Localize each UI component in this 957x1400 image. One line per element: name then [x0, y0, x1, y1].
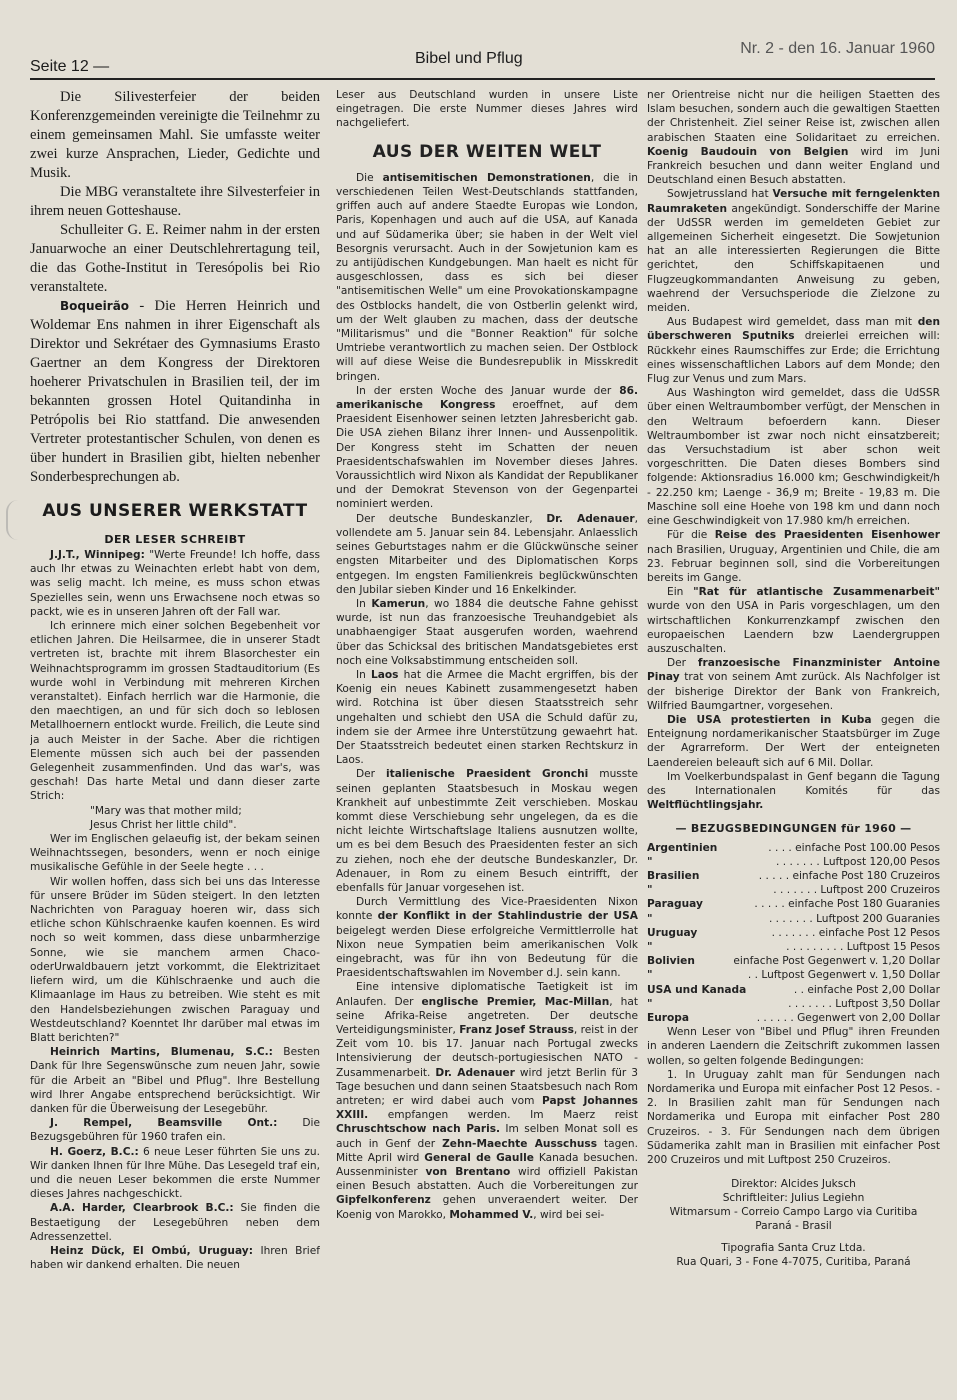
- text: Sowjetrussland hat: [667, 188, 773, 201]
- text: Der deutsche Bundeskanzler,: [356, 512, 547, 525]
- address-line: Witmarsum - Correio Campo Largo via Curitiba: [669, 1206, 918, 1219]
- text: eroeffnet, auf dem Praesident Eisenhower seinen letzten Jahresbericht gab. Die USA ziehen Bilanz ihrer Innen- und Aussenpolitik. Der Kongress steht im Schatten der neuen Praesidentschafswahlen im November dieses Jahres. Voraussichtlich wird Nixon als Kandidat der Republikaner und der Demokrat Stevenson von der Gegenpartei nominiert werden.: [336, 399, 638, 511]
- text: , hat seine Afrika-Reise angetreten. Der deutsche Verteidigungsminister,: [336, 995, 638, 1036]
- letter-text: Ihren Brief haben wir dankend erhalten. Die neuen: [30, 1244, 320, 1272]
- publication-title: Bibel und Pflug: [415, 50, 523, 67]
- news-item: [336, 512, 638, 597]
- section-heading: AUS UNSERER WERKSTATT: [42, 501, 308, 521]
- text: wird jetzt Berlin für 3 Tage besuchen und dann seinen Staatsbesuch nach Rom antreten; er wird dabei auch vom: [336, 1066, 638, 1108]
- column-2: [336, 88, 638, 1388]
- text: gegen die Enteignung nordamerikanischer Staatsbürger im Zuge der Agrarreform. Der Wert der enteigneten Laendereien beleauft sich auf 6 Mil. Dollar.: [647, 713, 940, 769]
- price: . . . . . . . Luftpost 200 Guaranies: [768, 912, 940, 925]
- keyword: General de Gaulle: [424, 1151, 534, 1164]
- subscription-row: [647, 869, 940, 883]
- text: In: [356, 668, 371, 681]
- country: Bolivien: [647, 955, 695, 968]
- place-label: Boqueirão: [60, 299, 130, 313]
- country: Uruguay: [647, 926, 698, 939]
- country: Argentinien: [647, 841, 718, 854]
- printer-line: Tipografia Santa Cruz Ltda.: [721, 1242, 866, 1255]
- keyword: der Konflikt in der Stahlindustrie der USA: [377, 910, 638, 923]
- keyword: Kamerun: [371, 597, 426, 610]
- editor-line: Schriftleiter: Julius Legiehn: [722, 1192, 865, 1205]
- letter-text: Besten Dank für Ihre Segenswünsche zum neuen Jahr, sowie für die Arbeit an "Bibel und Pflug". Ihre Bestellung wird Ihrer Angabe entsprechend berücksichtigt. Wir danken für die Überweisung der Lesegebühr.: [30, 1046, 320, 1115]
- column-3: [647, 88, 940, 1388]
- text: empfangen werden. Im Maerz reist: [368, 1109, 638, 1122]
- price: einfache Post Gegenwert v. 1,20 Dollar: [733, 955, 940, 968]
- news-item: [647, 585, 940, 656]
- letter-author: Heinz Dück, El Ombú, Uruguay:: [50, 1244, 253, 1257]
- text: Kanada besuchen. Aussenminister: [336, 1151, 638, 1179]
- quote-line: Jesus Christ her little child".: [90, 818, 237, 831]
- news-item: [647, 528, 940, 585]
- text: , die in verschiedenen Teilen West-Deutschlands stattfanden, griffen auch auf andere Staedte Europas wie London, Paris, Kopenhagen und auch auf die USA, auf Kanada und auf Südamerika über; sie haben in der Welt viel Besorgnis verursacht. Auch in der Sowjetunion kam es zu antijüdischen Kundgebungen. Man haelt es nicht für ausgeschlossen, dass es sich bei dieser "antisemitischen Welle" um eine Provokationskampagne des Ostblocks handelt, die von Ostberlin gelenkt wird, um der Welt glauben zu machen, dass der deutsche "Militarismus" und die "Bonner Reaktion" für solche Umtriebe verantwortlich zu machen seien. Der Ostblock will auf diese Weise die Bundesrepublik in Misskredit bringen.: [336, 171, 638, 383]
- price: . . . . . . . Luftpost 3,50 Dollar: [788, 997, 940, 1010]
- price: . . . . . . . Luftpost 200 Cruzeiros: [773, 884, 940, 897]
- keyword: Die USA protestierten in Kuba: [667, 713, 872, 726]
- subscription-row: [647, 954, 940, 968]
- news-item: [647, 315, 940, 386]
- director-line: Direktor: Alcides Juksch: [731, 1178, 856, 1191]
- country: Brasilien: [647, 869, 700, 882]
- news-item: [647, 187, 940, 315]
- keyword: italienische Praesident Gronchi: [386, 768, 589, 781]
- world-news-continued: [647, 88, 940, 1269]
- local-news: [30, 88, 320, 487]
- country: ": [647, 884, 653, 897]
- text: Der: [667, 657, 698, 670]
- keyword: Mohammed V.: [449, 1208, 534, 1221]
- price: . . . . . . . einfache Post 12 Pesos: [771, 926, 940, 939]
- letter: [30, 548, 320, 619]
- country: ": [647, 969, 653, 982]
- keyword: Gipfelkonferenz: [336, 1194, 431, 1207]
- keyword: Laos: [371, 668, 399, 681]
- subscription-row: [647, 841, 940, 855]
- page-header: [30, 40, 935, 80]
- quote-line: "Mary was that mother mild;: [90, 804, 242, 817]
- subscription-row: [647, 897, 940, 911]
- subscription-row: [647, 1011, 940, 1025]
- paragraph-text: - Die Herren Heinrich und Woldemar Ens nahmen in ihrer Eigenschaft als Direktor und Sekrétaer des Gymnasiums Erasto Gaertner an dem Kongress der Direktoren hoeherer Privatschulen in Brasilien teil, der im bekannten grossen Hotel Quitandinha in Petrópolis bei Rio stattfand. Die anwesenden Vertreter protestantischer Schulen, von denen es über hundert in Brasilien gibt, hielten nebenher Sonderbesprechungen ab.: [30, 298, 320, 485]
- section-heading: AUS DER WEITEN WELT: [372, 141, 602, 162]
- paragraph: Ich erinnere mich einer solchen Begebenheit vor etlichen Jahren. Die Heilsarmee, die in unserer Stadt vertreten ist, brachte mit ihrem Blasorchester ein Weihnachtsprogramm im grossen Stadtauditorium (Es wurde wohl in Verbindung mit mehreren Kirchen veranstaltet). Einfach herrlich war die Harmonie, die den maechtigen, an und für sich doch so leblosen Metallhoernern entlockt wurde. Freilich, die Leute sind ja auch Meister in der Sache. Aber die richtigen Elemente müssen sich auch bei der passenden Gelegenheit zusammenfinden. Und das war's, was geschah! Das harte Metal und dann dieser zarte Strich:: [30, 620, 320, 803]
- subscription-table: [647, 841, 940, 1026]
- keyword: Koenig Baudouin von Belgien: [647, 145, 849, 158]
- letter: [30, 1201, 320, 1244]
- text: Der: [356, 768, 387, 781]
- price: . . . . . einfache Post 180 Guaranies: [754, 898, 940, 911]
- issue-date: Nr. 2 - den 16. Januar 1960: [740, 40, 935, 57]
- text: Die: [356, 171, 383, 184]
- keyword: von Brentano: [425, 1166, 511, 1179]
- subscription-heading: — BEZUGSBEDINGUNGEN für 1960 —: [675, 822, 912, 836]
- text: , wo 1884 die deutsche Fahne gehisst wurde, ist nun das franzoesische Treuhandgebiet als unabhaengiger Staat ausgerufen worden, waehrend über das Schicksal des britischen Mandatsgebietes erst noch eine Volksabstimmung entscheiden soll.: [336, 597, 638, 667]
- subsection-heading: DER LESER SCHREIBT: [104, 533, 246, 546]
- letter-author: A.A. Harder, Clearbrook B.C.:: [50, 1202, 234, 1215]
- text: , vollendete am 5. Januar sein 84. Lebensjahr. Anlaesslich seines Geburtstages nahm er die Glückwünsche seiner engsten Mitarbeiter und des Diplomatischen Korps entgegen. Im engsten Familienkreis beglückwünschten den Jubilar sieben Kinder und 16 Enkelkinder.: [336, 512, 638, 596]
- price: . . . . einfache Post 100.00 Pesos: [768, 841, 940, 854]
- text: gehen unveraendert weiter. Der Koenig von Marokko,: [336, 1194, 638, 1221]
- paragraph: Wenn Leser von "Bibel und Pflug" ihren Freunden in anderen Laendern die Zeitschrift zukommen lassen wollen, so gelten folgende Bedingungen:: [647, 1026, 940, 1067]
- text: wird offiziell Pakistan einen Besuch abstatten. Auch die Vorbereitungen zur: [336, 1166, 638, 1193]
- pencil-mark: [6, 500, 30, 540]
- keyword: "Rat für atlantische Zusammenarbeit": [693, 586, 940, 599]
- keyword: englische Premier, Mac-Millan: [421, 995, 610, 1008]
- country: ": [647, 855, 653, 868]
- news-item: [336, 767, 638, 895]
- country: ": [647, 997, 653, 1010]
- text: Durch Vermittlung des Vice-Praesidenten Nixon konnte: [336, 896, 638, 923]
- keyword: Dr. Adenauer: [546, 512, 635, 525]
- news-item: [336, 171, 638, 384]
- text: , wird bei sei-: [533, 1208, 605, 1221]
- price: . . . . . einfache Post 180 Cruzeiros: [758, 869, 940, 882]
- paragraph: Wer im Englischen gelaeufig ist, der bekam seinen Weihnachtssegen, besonders, wenn er noch einige musikalische Gefühle in der Seele hegte . . .: [30, 833, 320, 874]
- keyword: Versuche mit ferngelenkten Raumraketen: [647, 188, 940, 215]
- letter-text: "Werte Freunde! Ich hoffe, dass auch Ihr etwas zu Weinachten erlebt habt von dem, was selig macht. Ich meine, es muss schon etwas Spezielles sein, wenn uns Erwachsene noch etwas so packt, wie es in unseren Jahren oft der Fall war.: [30, 549, 320, 618]
- printer-address: Rua Quari, 3 - Fone 4-7075, Curitiba, Paraná: [676, 1256, 911, 1269]
- text: trat von seinem Amt zurück. Als Nachfolger ist der bisherige Direktor der Bank von Frankreich, Wilfried Baumgartner, vorgesehen.: [647, 671, 940, 712]
- letter-text: 6 neue Leser führten Sie uns zu. Wir danken Ihnen für Ihre Mühe. Das Lesegeld traf ein, und die neuen Leser bekommen die erste Nummer dieses Jahres nachgeschickt.: [30, 1145, 320, 1201]
- paragraph: Wir wollen hoffen, dass sich bei uns das Interesse für unsere Brüder im Süden steigert. In den letzten Nachrichten von Paraguay hoeren wir, dass sich etliche schon Kühlschraenke kaufen koennen. Es wird noch so weit kommen, dass diese unbarmherzige Sonne, wie sie manchem armen Chaco- oderUrwaldbauern jetzt vorkommt, die Elektrizitaet liefern wird, um die Kühlschraenke und auch die Klimaanlage im Haus zu betreiben. Wie steht es mit den Handelsbeziehungen zwischen Paraguay und Westdeutschland? Koenntet Ihr darüber mal etwas im Blatt berichten?": [30, 875, 320, 1044]
- paragraph: [30, 297, 320, 487]
- text: ner Orientreise nicht nur die heiligen Staetten des Islam besuchen, sondern auch die gewaltigen Staetten der Christenheit. Ziel seiner Reise ist, zwischen allen arabischen Staaten eine Solidaritaet zu erreichen.: [647, 89, 940, 144]
- keyword: Zehn-Maechte Ausschuss: [442, 1137, 598, 1150]
- keyword: Dr. Adenauer: [435, 1066, 515, 1079]
- text: , reist in der Zeit vom 10. bis 17. Januar nach Portugal zwecks Intensivierung der deutsch-portugiesischen NATO - Zusammenarbeit.: [336, 1024, 638, 1079]
- news-item: [647, 713, 940, 770]
- text: hat die Armee die Macht ergriffen, bis der Koenig ein neues Kabinett zusammengesetzt haben wird. Rotchina ist über diesen Staatsstreich sehr ungehalten und schiebt den USA die Schuld dafür zu, indem sie der Armee ihre Unterstützung gewaehrt hat. Der Staatsstreich bedeutet einen starken Rechtskurz in Laos.: [336, 668, 638, 767]
- price: . . . . . . . . . Luftpost 15 Pesos: [786, 940, 940, 953]
- text: In: [356, 597, 372, 610]
- keyword: Weltflüchtlingsjahr.: [647, 799, 764, 812]
- country: USA und Kanada: [647, 983, 747, 996]
- news-item: [647, 770, 940, 813]
- news-item: [336, 597, 638, 668]
- keyword: Chruschtschow nach Paris.: [336, 1123, 501, 1136]
- text: Im selben Monat soll es auch in Genf der: [336, 1123, 638, 1150]
- text: Im Voelkerbundspalast in Genf begann die Tagung des Internationalen Komités für das: [647, 770, 940, 797]
- country: ": [647, 940, 653, 953]
- text: Ein: [667, 586, 694, 599]
- page-number: Seite 12 —: [30, 58, 110, 75]
- news-item: [647, 88, 940, 187]
- letter: [30, 1116, 320, 1144]
- text: beigelegt werden Diese erfolgreiche Vermittlerrolle hat Nixon neue Sympatien beim amerikanischen Volk eingebracht, was für ihn von Bedeutung für die Praesidentschaftswahlen im November d.J. sein kann.: [336, 924, 638, 980]
- letter: [30, 1145, 320, 1202]
- letter: [30, 1045, 320, 1116]
- news-item: Aus Washington wird gemeldet, dass die UdSSR über einen Weltraumbomber verfügt, der Menschen in den Weltraum befoerdern kann. Dieser Weltraumbomber ist zwar noch nicht einsatzbereit; das Versuchstadium ist aber schon weit vorgeschritten. Die Daten dieses Bombers sind folgende: Aktionsradius 16.000 km; Geschwindigkeit/h - 22.250 km; Laenge - 36,9 m; Breite - 19,83 m. Die Maschine soll eine Hoehe von 198 km und dann noch eine Geschwindigkeit von 17.980 km/h erreichen.: [647, 387, 940, 528]
- country: ": [647, 912, 653, 925]
- news-item: [336, 668, 638, 767]
- keyword: Papst Johannes XXIII.: [336, 1095, 638, 1122]
- keyword: 86. amerikanische Kongress: [336, 384, 638, 412]
- text: In der ersten Woche des Januar wurde der: [356, 384, 620, 397]
- text: Für die: [667, 529, 715, 542]
- country: Paraguay: [647, 898, 703, 911]
- text: dreierlei erreichen will: Rückkehr eines Raumschiffes zur Erde; die Errichtung eines wissenschaftlichen Labors auf dem Monde; den Flug zur Venus und zum Mars.: [647, 330, 940, 386]
- text: musste seinen geplanten Staatsbesuch in Moskau wegen Krankheit auf unbestimmte Zeit verschieben. Moskau kommt diese Verschiebung sehr ungelegen, da es die nicht leichte Wirtschaftslage Italiens ausnutzen wollte, um es bei dem Besuch des Praesidenten fester an sich zu ziehen, noch ehe der deutsche Bundeskanzler, Dr. Adenauer, in Rom zu einem Besuch eintrifft, der ebenfalls für Januar vorgesehen ist.: [336, 768, 638, 894]
- letter-author: J.J.T., Winnipeg:: [50, 549, 145, 561]
- imprint: [647, 1177, 940, 1269]
- text: nach Brasilien, Uruguay, Argentinien und Chile, die am 23. Februar beginnen soll, sind die Vorbereitungen bereits im Gange.: [647, 543, 940, 584]
- price: . . . . . . . Luftpost 120,00 Pesos: [775, 855, 940, 868]
- letter-author: H. Goerz, B.C.:: [50, 1145, 139, 1158]
- subscription-row: [647, 855, 940, 869]
- text: angekündigt. Sonderschiffe der Marine der UdSSR werden im gemeldeten Gebiet zur allgemeinen Sicherheit eingesetzt. Die Sowjetunion hat an alle interessierten Regierungen die Bitte gerichtet, den Schiffskapitaenen und Flugzeugkommandanten Anweisung zu geben, waehrend der Versuchsperiode die Zielzone zu meiden.: [647, 202, 940, 315]
- text: wird im Juni Frankreich besuchen und dann weiter England und Deutschland einen Besuch abstatten.: [647, 145, 940, 187]
- column-1: [30, 88, 320, 1388]
- paragraph: Schulleiter G. E. Reimer nahm in der ersten Januarwoche an einer Deutschlehrertagung teil, die das Gothe-Institut in Teresópolis bei Rio veranstaltete.: [30, 222, 320, 295]
- news-item: [647, 656, 940, 713]
- text: Eine intensive diplomatische Taetigkeit ist im Anlaufen. Der: [336, 981, 638, 1008]
- country: Europa: [647, 1012, 690, 1024]
- text: Aus Budapest wird gemeldet, dass man mit: [667, 316, 918, 329]
- price: . . Luftpost Gegenwert v. 1,50 Dollar: [747, 969, 940, 982]
- paragraph: Die Silivesterfeier der beiden Konferenzgemeinden vereinigte die Teilnehmr zu einem gemeinsamen Mahl. Sie umfasste weiter zwei kurze Ansprachen, Lieder, Gedichte und Musik.: [30, 89, 320, 181]
- news-item: [336, 980, 638, 1221]
- header-rule: [30, 78, 935, 80]
- news-item: [336, 895, 638, 980]
- keyword: franzoesische Finanzminister Antoine Pinay: [647, 657, 940, 684]
- subscription-row: [647, 983, 940, 997]
- text: tagen. Mitte April wird: [336, 1137, 638, 1164]
- letter-text: Die Bezugsgebühren für 1960 trafen ein.: [30, 1117, 320, 1144]
- keyword: antisemitischen Demonstrationen: [382, 171, 591, 184]
- address-line: Paraná - Brasil: [755, 1220, 832, 1233]
- letter-text: Sie finden die Bestaetigung der Lesegebühren neben dem Adressenzettel.: [30, 1202, 320, 1243]
- subscription-row: [647, 997, 940, 1011]
- reader-letters: [30, 548, 320, 1272]
- paragraph: 1. In Uruguay zahlt man für Sendungen nach Nordamerika und Europa mit einfacher Post 12 Pesos. - 2. In Brasilien zahlt man für Sendungen nach Nordamerika und Europa mit einfacher Post 280 Cruzeiros. - 3. Für Sendungen nach dem übrigen Südamerika zahlt man in Brasilien mit einfacher Post 200 Cruzeiros und mit Luftpost 250 Cruzeiros.: [647, 1068, 940, 1167]
- price: . . . . . . Gegenwert von 2,00 Dollar: [756, 1012, 940, 1024]
- letter-author: Heinrich Martins, Blumenau, S.C.:: [50, 1046, 273, 1059]
- price: . . einfache Post 2,00 Dollar: [793, 983, 940, 996]
- text: wurde von den USA in Paris vorgeschlagen, um den wirtschaftlichen Konkurrenzkampf zwischen den europaeischen Laendern bzw Laendergruppen auszuschalten.: [647, 600, 940, 655]
- paragraph: Leser aus Deutschland wurden in unsere Liste eingetragen. Die erste Nummer dieses Jahres wird nachgeliefert.: [336, 89, 638, 130]
- subscription-row: [647, 968, 940, 982]
- keyword: Franz Josef Strauss: [459, 1024, 574, 1036]
- news-item: [336, 384, 638, 512]
- subscription-row: [647, 940, 940, 954]
- letter: [30, 1244, 320, 1272]
- subscription-row: [647, 912, 940, 926]
- keyword: den überschweren Sputniks: [647, 316, 940, 343]
- subscription-row: [647, 926, 940, 940]
- letter-author: J. Rempel, Beamsville Ont.:: [50, 1117, 278, 1130]
- paragraph: Die MBG veranstaltete ihre Silvesterfeier in ihrem neuen Gotteshause.: [30, 184, 320, 219]
- world-news: [336, 88, 638, 1222]
- subscription-row: [647, 883, 940, 897]
- keyword: Reise des Praesidenten Eisenhower: [714, 529, 940, 542]
